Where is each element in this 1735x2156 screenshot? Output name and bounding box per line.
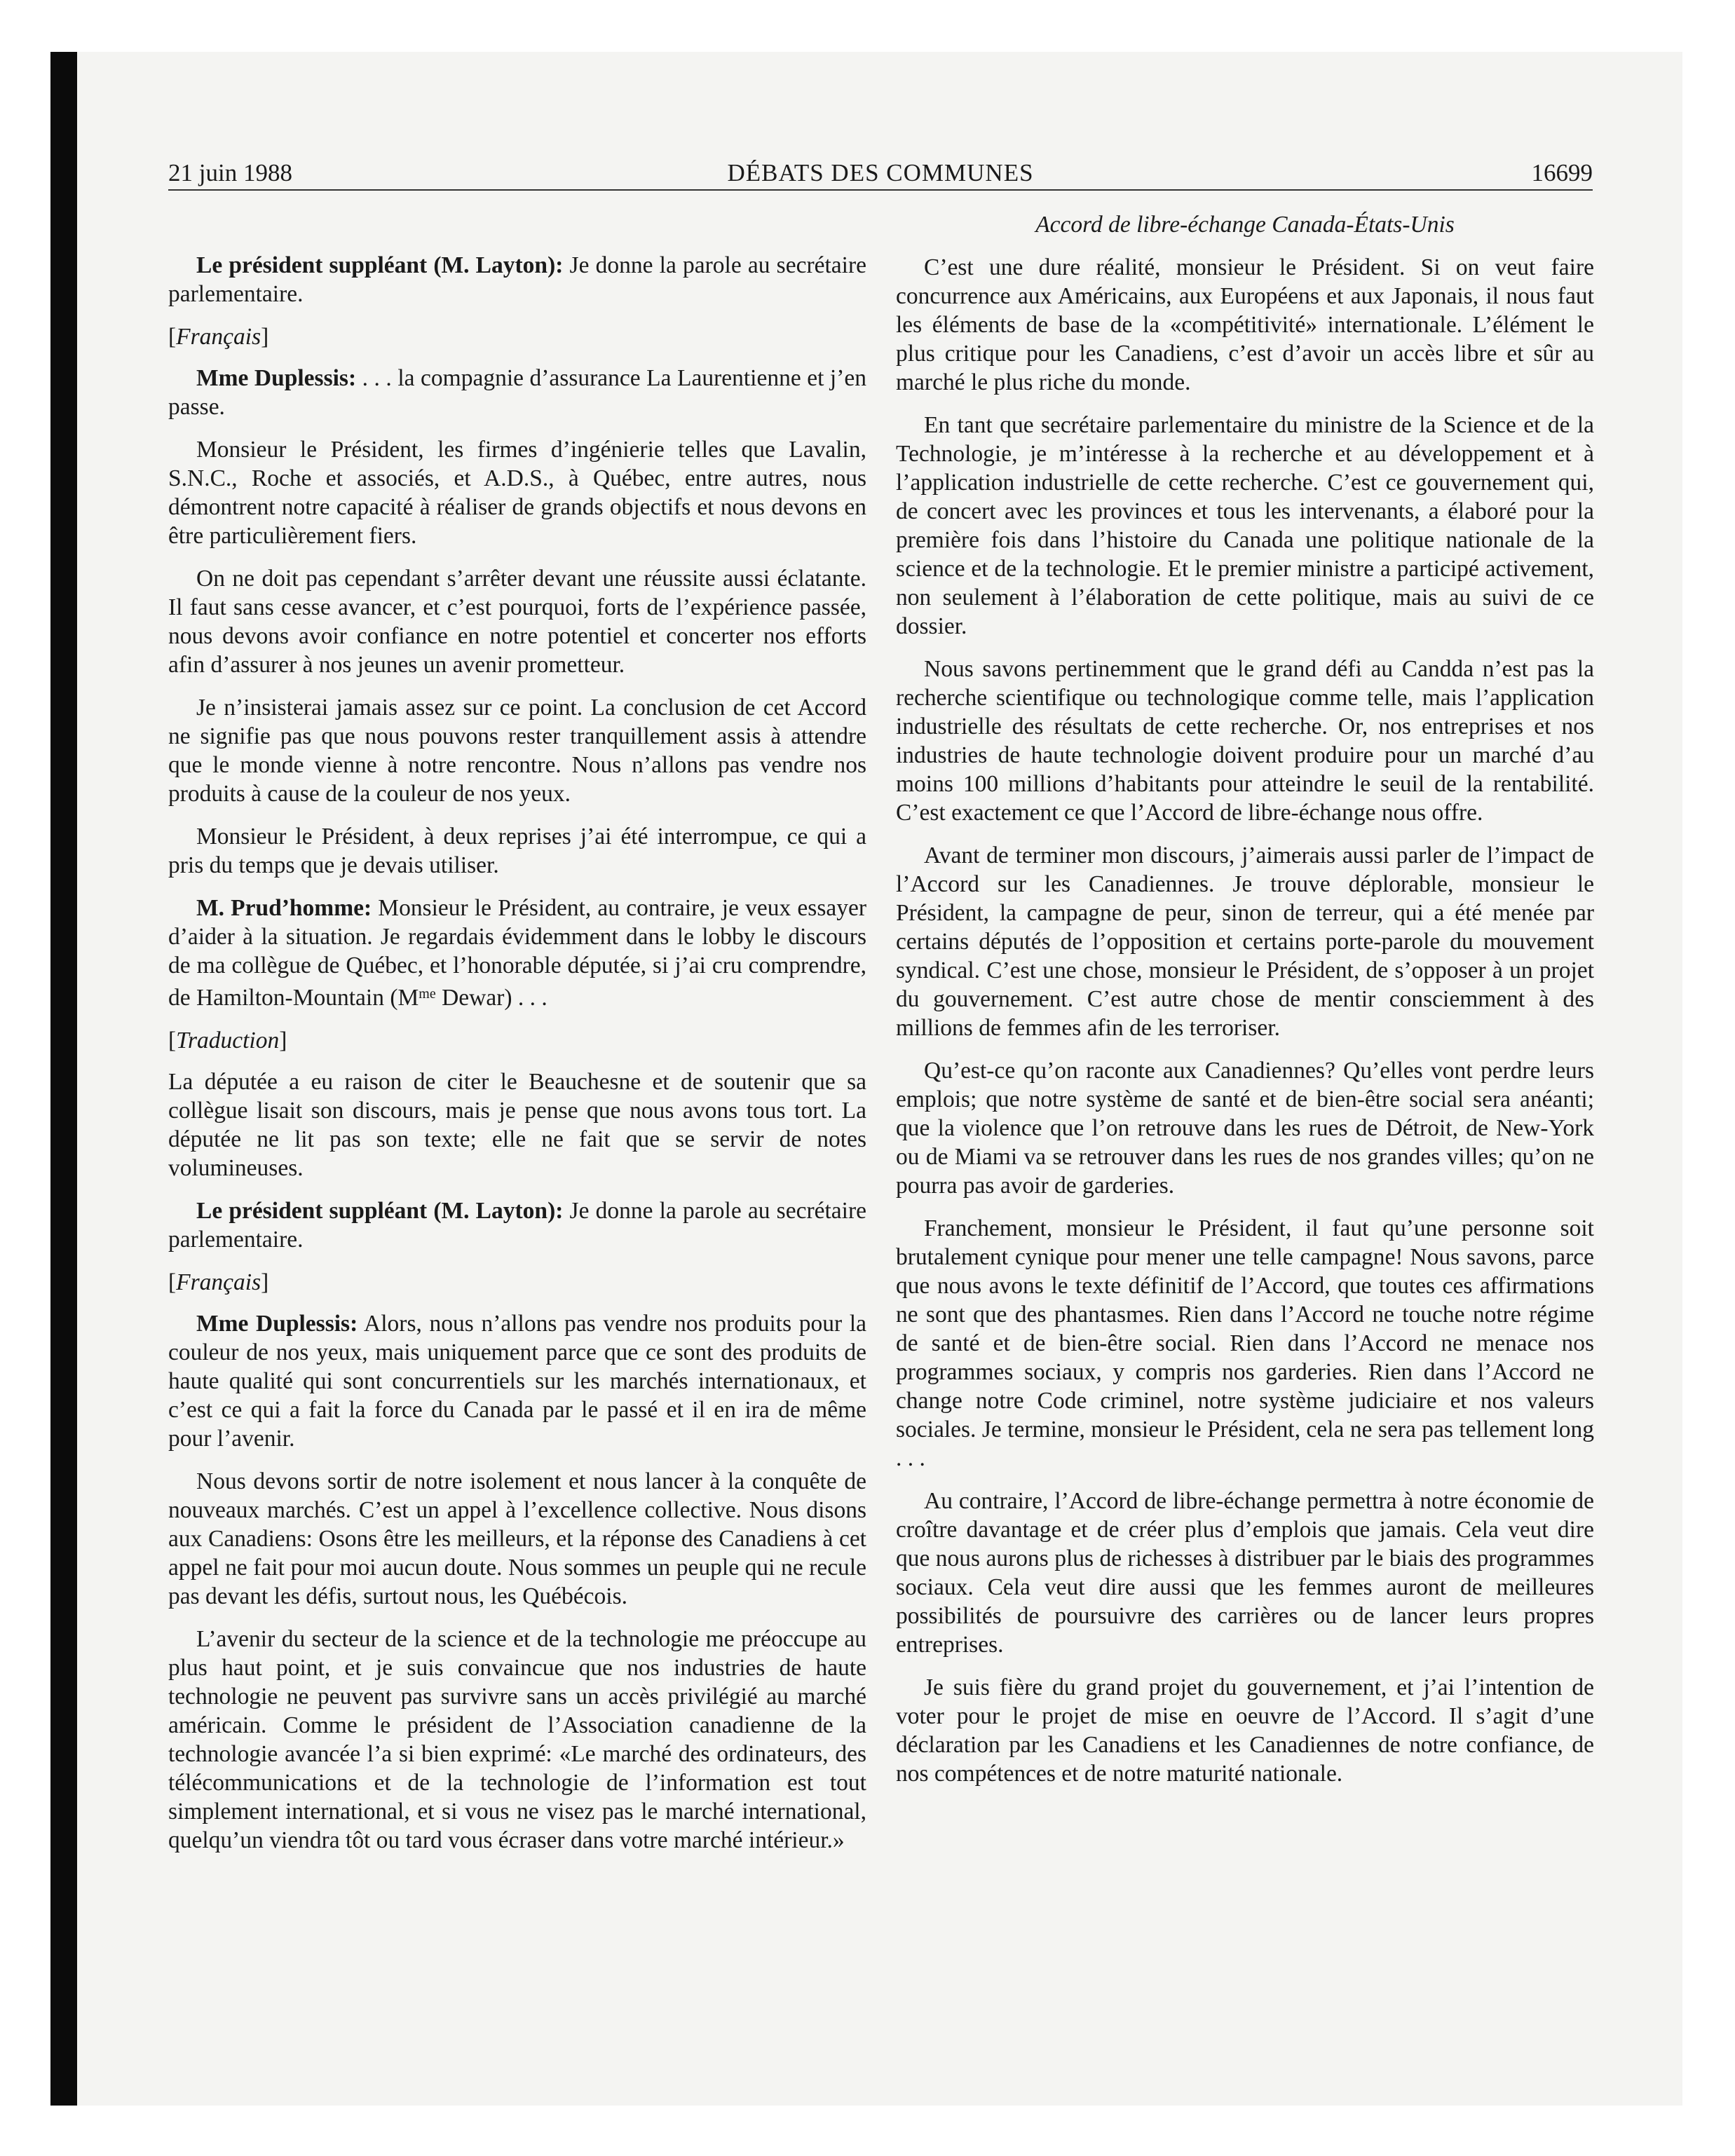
running-title: Accord de libre-échange Canada-États-Unis — [1035, 212, 1455, 238]
header-date: 21 juin 1988 — [168, 159, 292, 186]
paragraph — [168, 251, 866, 308]
speech-text: Je donne la parole au secrétaire parlementaire. — [168, 252, 866, 307]
bracket-close: ] — [279, 1028, 287, 1053]
paragraph: Je suis fière du grand projet du gouvernement, et j’ai l’intention de voter pour le projet de mise en oeuvre de l’Accord. Il s’agit d’une déclaration par les Canadiens et les Canadiennes de notre confiance, de nos compétences et de notre maturité nationale. — [896, 1674, 1594, 1787]
paragraph: Franchement, monsieur le Président, il faut qu’une personne soit brutalement cynique pour mener une telle campagne! Nous savons, parce que nous avons le texte définitif de l’Accord, que toutes ces affirmations ne sont que des phantasmes. Rien dans l’Accord ne touche notre régime de santé et de bien-être social. Rien dans l’Accord ne menace nos programmes sociaux, y compris nos garderies. Rien dans l’Accord ne change notre Code criminel, notre système judiciaire et nos valeurs sociales. Je termine, monsieur le Président, cela ne sera pas tellement long . . . — [896, 1215, 1594, 1471]
paragraph: Nous savons pertinemment que le grand défi au Candda n’est pas la recherche scientifique ou technologique comme telle, mais l’application industrielle des résultats de cette recherche. Or, nos entreprises et nos industries de haute technologie doivent produire pour un marché d’au moins 100 millions d’habitants pour atteindre le seuil de la rentabilité. C’est exactement ce que l’Accord de libre-échange nous offre. — [896, 656, 1594, 826]
header-publication: DÉBATS DES COMMUNES — [727, 159, 1034, 186]
language-marker — [168, 1268, 866, 1297]
paragraph — [168, 1196, 866, 1254]
page-header — [168, 156, 1593, 191]
right-column — [896, 210, 1594, 1802]
speaker-name: Mme Duplessis: — [196, 365, 357, 391]
speaker-name: M. Prud’homme: — [196, 895, 372, 921]
speech-text: Je donne la parole au secrétaire parlementaire. — [168, 1198, 866, 1253]
paragraph — [168, 364, 866, 421]
paragraph: Nous devons sortir de notre isolement et nous lancer à la conquête de nouveaux marchés. C’est un appel à l’excellence collective. Nous disons aux Canadiens: Osons être les meilleurs, et la réponse des Canadiens à cet appel ne fait pour moi aucun doute. Nous sommes un peuple qui ne recule pas devant les défis, surtout nous, les Québécois. — [168, 1468, 866, 1609]
bracket-close: ] — [261, 1269, 269, 1295]
paragraph: C’est une dure réalité, monsieur le Président. Si on veut faire concurrence aux Américains, aux Européens et aux Japonais, il nous faut les éléments de base de la «compétitivité» internationale. L’élément le plus critique pour les Canadiens, c’est d’avoir un accès libre et sûr au marché le plus riche du monde. — [896, 254, 1594, 395]
speech-text: Dewar) . . . — [435, 985, 547, 1011]
paragraph: Monsieur le Président, à deux reprises j’ai été interrompue, ce qui a pris du temps que je devais utiliser. — [168, 824, 866, 878]
language-label: Traduction — [176, 1028, 280, 1053]
left-column — [168, 251, 866, 1869]
paragraph: Je n’insisterai jamais assez sur ce point. La conclusion de cet Accord ne signifie pas que nous pouvons rester tranquillement assis à attendre que le monde vienne à notre rencontre. Nous n’allons pas vendre nos produits à cause de la couleur de nos yeux. — [168, 695, 866, 807]
speech-text: Alors, nous n’allons pas vendre nos produits pour la couleur de nos yeux, mais uniquement parce que ce sont des produits de haute qualité qui sont concurrentiels sur les marchés internationaux, et c’est ce qui a fait la force du Canada par le passé et il en ira de même pour l’avenir. — [168, 1311, 866, 1452]
bracket-open: [ — [168, 324, 177, 350]
paragraph: Au contraire, l’Accord de libre-échange permettra à notre économie de croître davantage et de créer plus d’emplois que jamais. Cela veut dire que nous aurons plus de richesses à distribuer par le biais des programmes sociaux. Cela veut dire aussi que les femmes auront de meilleures possibilités de poursuivre des carrières ou de lancer leurs propres entreprises. — [896, 1488, 1594, 1658]
speaker-name: Mme Duplessis: — [196, 1311, 358, 1337]
speech-text: Monsieur le Président, au contraire, je veux essayer d’aider à la situation. Je regardais évidemment dans le lobby le discours de ma collègue de Québec, et l’honorable députée, si j’ai cru comprendre, de Hamilton-Mountain (M — [168, 895, 867, 1011]
header-page-number: 16699 — [1531, 159, 1593, 186]
scan-edge — [50, 52, 77, 2106]
bracket-close: ] — [261, 324, 269, 350]
paragraph: La députée a eu raison de citer le Beauchesne et de soutenir que sa collègue lisait son discours, mais je pense que nous avons tous tort. La députée ne lit pas son texte; elle ne fait que se servir de notes volumineuses. — [168, 1069, 866, 1181]
language-marker — [168, 1026, 866, 1055]
paragraph: En tant que secrétaire parlementaire du ministre de la Science et de la Technologie, je m’intéresse à la recherche et au développement et à l’application industrielle de cette recherche. C’est ce gouvernement qui, de concert avec les provinces et tous les intervenants, a élaboré pour la première fois dans l’histoire du Canada une politique nationale de la science et de la technologie. Et le premier ministre a participé activement, non seulement à l’élaboration de cette politique, mais au suivi de ce dossier. — [896, 412, 1594, 639]
language-label: Français — [176, 1269, 261, 1295]
bracket-open: [ — [168, 1269, 177, 1295]
paragraph — [168, 1309, 866, 1453]
language-label: Français — [176, 324, 261, 350]
language-marker — [168, 322, 866, 351]
paragraph — [168, 894, 866, 1012]
speech-text: . . . la compagnie d’assurance La Laurentienne et j’en passe. — [168, 365, 866, 420]
paragraph: Avant de terminer mon discours, j’aimerais aussi parler de l’impact de l’Accord sur les Canadiennes. Je trouve déplorable, monsieur le Président, la campagne de peur, sinon de terreur, qui a été menée par certains députés de l’opposition et certains porte-parole du mouvement syndical. C’est une chose, monsieur le Président, de s’opposer à un projet du gouvernement. C’est autre chose de mentir consciemment à des millions de femmes afin de les terroriser. — [896, 842, 1594, 1041]
paragraph: L’avenir du secteur de la science et de la technologie me préoccupe au plus haut point, et je suis convaincue que nos industries de haute technologie ne peuvent pas survivre sans un accès privilégié au marché américain. Comme le président de l’Association canadienne de la technologie avancée l’a si bien exprimé: «Le marché des ordinateurs, des télécommunications et de la technologie de l’information est tout simplement international, et si vous ne visez pas le marché international, quelqu’un viendra tôt ou tard vous écraser dans votre marché intérieur.» — [168, 1626, 866, 1853]
bracket-open: [ — [168, 1028, 177, 1053]
header-rule — [168, 189, 1593, 191]
paragraph: Monsieur le Président, les firmes d’ingénierie telles que Lavalin, S.N.C., Roche et associés, et A.D.S., à Québec, entre autres, nous démontrent notre capacité à réaliser de grands objectifs et nous devons en être particulièrement fiers. — [168, 437, 866, 549]
paragraph: Qu’est-ce qu’on raconte aux Canadiennes? Qu’elles vont perdre leurs emplois; que notre système de santé et de bien-être social sera anéanti; que la violence que l’on retrouve dans les rues de Détroit, de New-York ou de Miami va se retrouver dans les rues de nos grandes villes; qu’on ne pourra pas avoir de garderies. — [896, 1058, 1594, 1199]
paragraph: On ne doit pas cependant s’arrêter devant une réussite aussi éclatante. Il faut sans cesse avancer, et c’est pourquoi, forts de l’expérience passée, nous devons avoir confiance en notre potentiel et concerter nos efforts afin d’assurer à nos jeunes un avenir prometteur. — [168, 566, 866, 678]
superscript: me — [419, 986, 436, 1002]
speaker-name: Le président suppléant (M. Layton): — [196, 252, 564, 278]
speaker-name: Le président suppléant (M. Layton): — [196, 1198, 564, 1224]
